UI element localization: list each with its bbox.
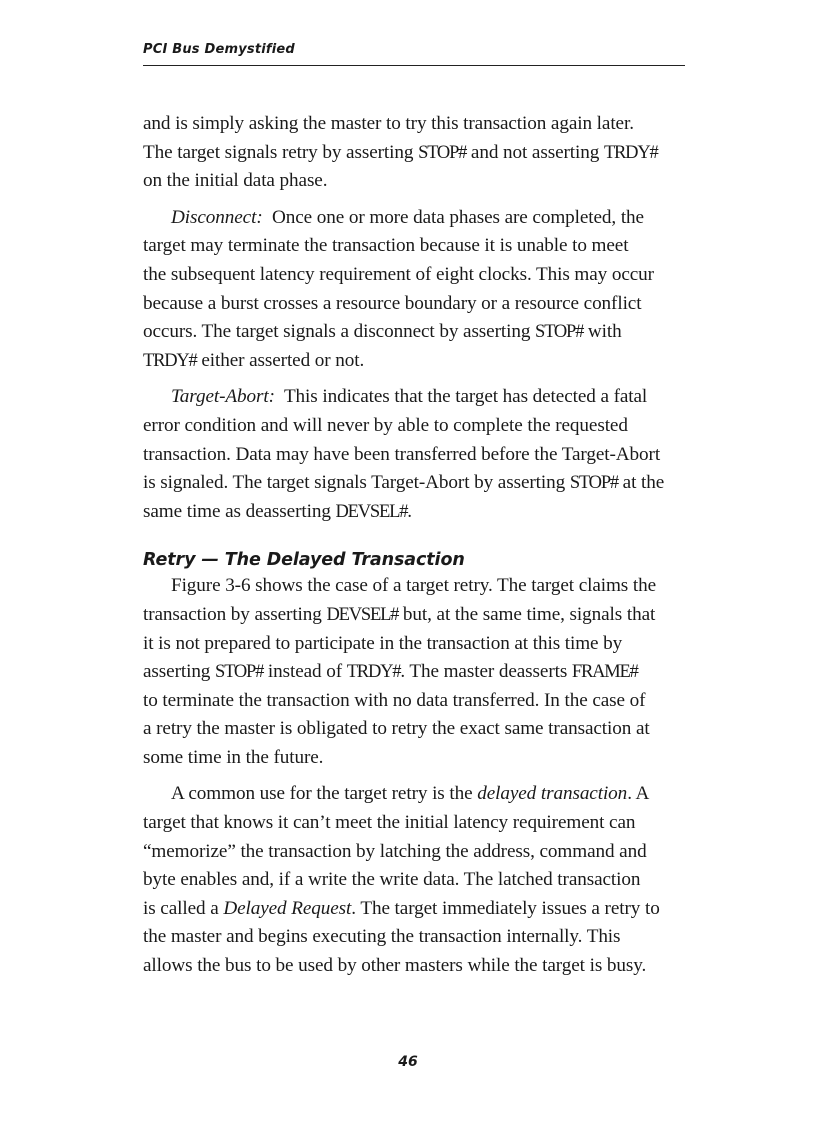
signal-devsel: DEVSEL# [326,604,399,625]
signal-stop: STOP# [535,322,584,343]
signal-frame: FRAME# [571,662,638,683]
signal-stop: STOP# [418,142,467,163]
term-target-abort: Target-Abort: [171,386,275,408]
text-line: it is not prepared to participate in the transaction at this time by [143,632,623,654]
running-header [143,41,685,66]
text-line: because a burst crosses a resource boundary or a resource conflict [143,292,642,314]
text-line: Figure 3-6 shows the case of a target retry. The target claims the [171,575,657,597]
text-line: some time in the future. [143,746,324,768]
signal-stop: STOP# [215,662,264,683]
section-heading: Retry — The Delayed Transaction [143,550,465,571]
text-line: transaction by asserting DEVSEL# but, at the same time, signals that [143,603,656,625]
text-line: target that knows it can’t meet the initial latency requirement can [143,812,636,834]
text-line: same time as deasserting DEVSEL#. [143,500,412,522]
text-line: to terminate the transaction with no data transferred. In the case of [143,689,646,711]
text-line: “memorize” the transaction by latching the address, command and [143,840,647,862]
paragraph-retry-continuation [143,110,688,196]
text-line: allows the bus to be used by other masters while the target is busy. [143,955,647,977]
signal-devsel: DEVSEL# [335,501,408,522]
text-line: error condition and will never by able to complete the requested [143,414,628,436]
text-line: TRDY# either asserted or not. [143,349,365,371]
signal-stop: STOP# [569,473,618,494]
text-line: Disconnect: Once one or more data phases are completed, the [171,206,644,228]
text-line: Target-Abort: This indicates that the target has detected a fatal [171,386,648,408]
paragraph-delayed-transaction [143,780,688,980]
text-line: and is simply asking the master to try this transaction again later. [143,113,634,134]
term-disconnect: Disconnect: [171,206,263,228]
text-line: is signaled. The target signals Target-Abort by asserting STOP# at the [143,472,665,494]
text-line: A common use for the target retry is the delayed transaction. A [171,783,650,805]
text-line: occurs. The target signals a disconnect by asserting STOP# with [143,321,622,343]
running-header-title: PCI Bus Demystified [143,42,295,57]
paragraph-disconnect [143,204,688,376]
term-delayed-transaction: delayed transaction [477,783,628,805]
text-line: a retry the master is obligated to retry the exact same transaction at [143,718,650,740]
text-line: asserting STOP# instead of TRDY#. The master deasserts FRAME# [143,661,638,683]
signal-trdy: TRDY# [143,350,197,371]
text-line: on the initial data phase. [143,170,328,192]
signal-trdy: TRDY# [603,142,658,163]
text-line: target may terminate the transaction because it is unable to meet [143,235,629,257]
text-line: the subsequent latency requirement of eight clocks. This may occur [143,263,654,285]
term-delayed-request: Delayed Request [223,897,352,919]
text-line: the master and begins executing the transaction internally. This [143,926,621,948]
paragraph-target-abort [143,383,688,526]
page-body [143,110,688,989]
text-line: byte enables and, if a write the write data. The latched transaction [143,869,641,891]
text-line: transaction. Data may have been transferred before the Target-Abort [143,443,661,465]
signal-trdy: TRDY# [346,662,401,683]
page-number: 46 [398,1054,418,1070]
paragraph-figure-retry [143,572,688,772]
text-line: The target signals retry by asserting STOP# and not asserting TRDY# [143,141,658,163]
text-line: is called a Delayed Request. The target immediately issues a retry to [143,897,660,919]
